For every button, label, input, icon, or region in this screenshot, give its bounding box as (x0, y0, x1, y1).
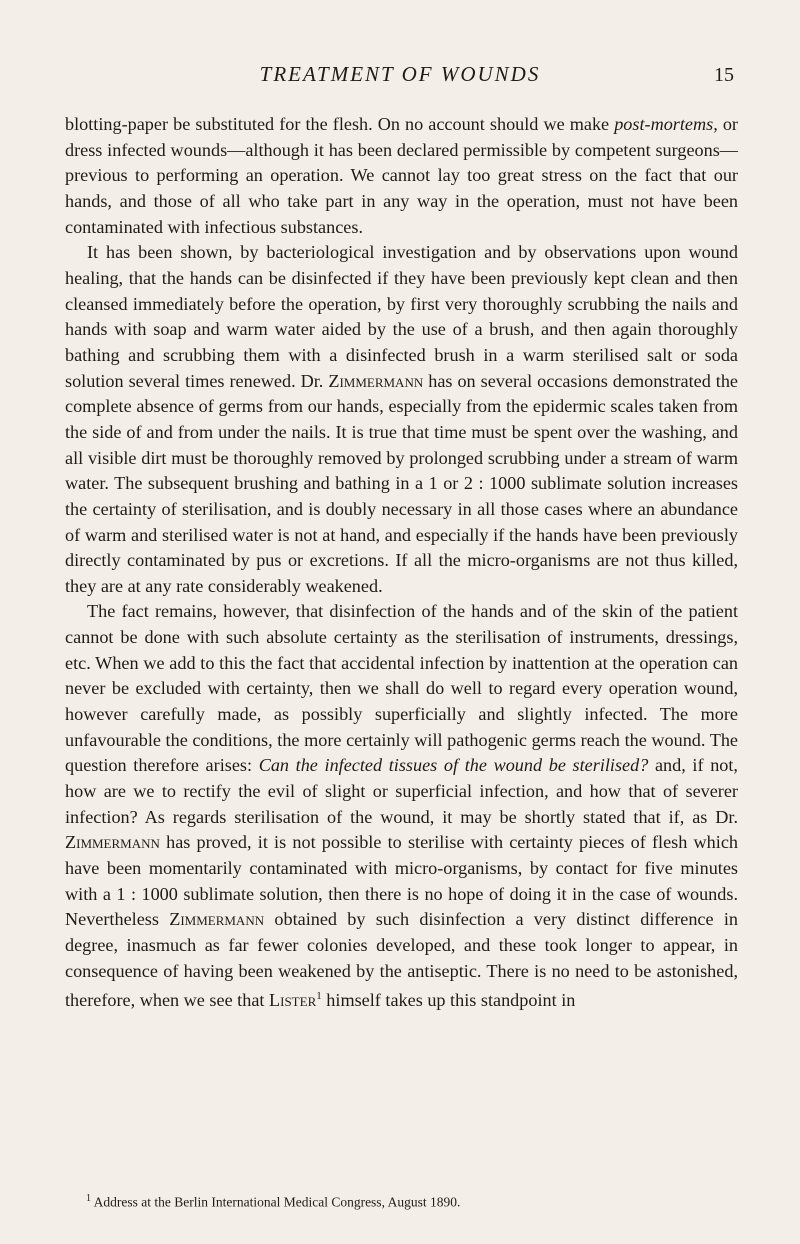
author-name: Zimmermann (328, 370, 424, 391)
page-number: 15 (714, 64, 734, 86)
text-run: The fact remains, however, that disinfection of the hands and of the skin of the patient cannot be done with such absolute certainty as the sterilisation of instruments, dressings, etc. When we add to this the fact that accidental infection by inattention at the operation can never be excluded with certainty, then we shall do well to regard every operation wound, however carefully made, as possibly superficially and slightly infected. The more unfavourable the conditions, the more certainly will pathogenic germs reach the wound. The question therefore arises: (65, 601, 738, 776)
text-run: It has been shown, by bacteriological investigation and by observations upon wound healing, that the hands can be disinfected if they have been previously kept clean and then cleansed immediately before the operation, by first very thoroughly scrubbing the nails and hands with soap and warm water aided by the use of a brush, and then again thoroughly bathing and scrubbing them with a disinfected brush in a warm sterilised salt or soda solution several times renewed. Dr. (65, 242, 738, 391)
text-run: has proved, it is not possible to sterilise with certainty pieces of flesh which have been momentarily contaminated with micro-organisms, by contact for five minutes with a 1 : 1000 sublimate solution, then there is no hope of doing it in the case of wounds. Nevertheless (65, 832, 738, 930)
paragraph (65, 599, 738, 1014)
author-name: Zimmermann (169, 909, 265, 930)
text-run: and, if not, how are we to rectify the evil of slight or superficial infection, and how that of severer infection? As regards sterilisation of the wound, it may be shortly stated that if, as Dr. (65, 755, 738, 827)
text-run: blotting-paper be substituted for the flesh. On no account should we make (65, 114, 615, 134)
footnote-marker: 1 (86, 1193, 91, 1204)
paragraph (65, 112, 738, 240)
body-text (65, 112, 738, 1014)
paragraph (65, 240, 738, 599)
page-header (0, 62, 800, 92)
footnote-text: Address at the Berlin International Medical Congress, August 1890. (93, 1194, 461, 1210)
footnote-reference: 1 (316, 990, 322, 1003)
text-run: or dress infected wounds—although it has been declared permissible by competent surgeons—previous to performing an operation. We cannot lay too great stress on the fact that our hands, and those of all who take part in any way in the operation, must not have been contaminated with infectious substances. (65, 114, 738, 237)
footnote (86, 1190, 736, 1212)
italic-text: post-mortems, (614, 114, 718, 134)
text-run: obtained by such disinfection a very distinct difference in degree, inasmuch as far fewer colonies developed, and these took longer to appear, in consequence of having been weakened by the antiseptic. There is no need to be astonished, therefore, when we see that (65, 909, 738, 1011)
running-title: TREATMENT OF WOUNDS (259, 62, 541, 86)
text-run: has on several occasions demonstrated the complete absence of germs from our hands, especially from the epidermic scales taken from the side of and from under the nails. It is true that time must be spent over the washing, and all visible dirt must be thoroughly removed by prolonged scrubbing under a stream of warm water. The subsequent brushing and bathing in a 1 or 2 : 1000 sublimate solution increases the certainty of sterilisation, and is doubly necessary in all those cases where an abundance of warm and sterilised water is not at hand, and especially if the hands have been previously directly contaminated by pus or excretions. If all the micro-organisms are not thus killed, they are at any rate considerably weakened. (65, 370, 738, 596)
italic-text: Can the infected tissues of the wound be sterilised? (258, 755, 649, 776)
author-name: Zimmermann (65, 832, 160, 853)
author-name: Lister (269, 990, 317, 1011)
text-run: himself takes up this standpoint in (321, 990, 576, 1011)
